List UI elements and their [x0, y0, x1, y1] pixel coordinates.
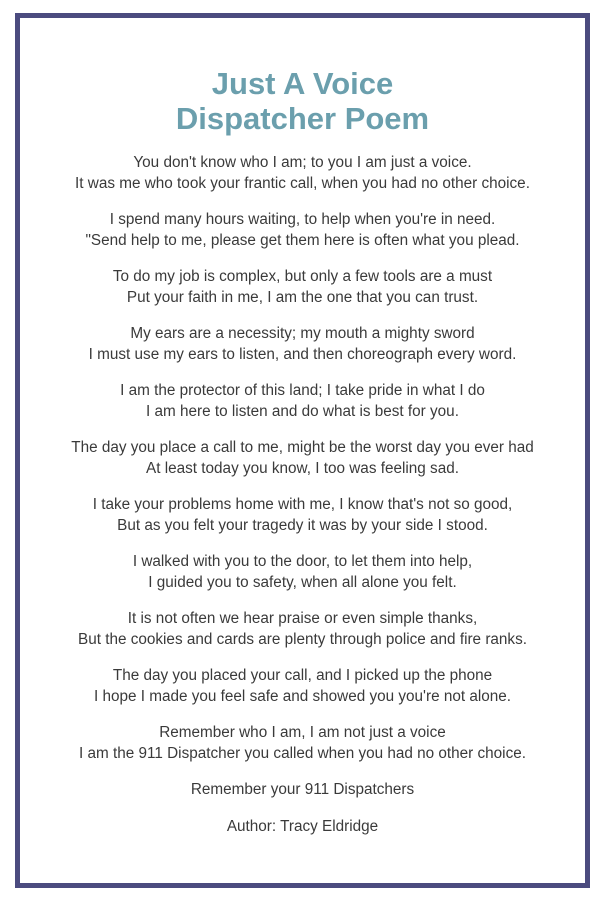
stanza: [20, 723, 585, 764]
verse-line: I walked with you to the door, to let them into help,: [132, 553, 473, 570]
verse-line: Put your faith in me, I am the one that you can trust.: [126, 288, 479, 306]
verse-line: I must use my ears to listen, and then choreograph every word.: [88, 345, 517, 363]
stanza: [20, 609, 585, 650]
stanza: [20, 210, 585, 251]
stanza: [20, 495, 585, 536]
stanza: [20, 324, 585, 365]
verse-line: To do my job is complex, but only a few tools are a must: [112, 268, 493, 285]
verse-line: I spend many hours waiting, to help when you're in need.: [109, 211, 496, 228]
verse-line: But as you felt your tragedy it was by your side I stood.: [117, 516, 488, 534]
verse-line: I guided you to safety, when all alone you felt.: [148, 573, 457, 591]
author-credit: Author: Tracy Eldridge: [226, 817, 379, 835]
poem-title: [20, 66, 585, 136]
verse-line: But the cookies and cards are plenty through police and fire ranks.: [78, 630, 527, 648]
verse-line: The day you placed your call, and I picked up the phone: [112, 667, 493, 684]
stanza: [20, 438, 585, 479]
verse-line: The day you place a call to me, might be the worst day you ever had: [71, 439, 534, 456]
poem-content: [20, 66, 585, 853]
verse-line: "Send help to me, please get them here is often what you plead.: [85, 231, 520, 249]
title-line-2: Dispatcher Poem: [175, 101, 430, 136]
verse-line: I am here to listen and do what is best for you.: [146, 402, 459, 420]
verse-line: I am the protector of this land; I take pride in what I do: [120, 382, 485, 399]
verse-line: I hope I made you feel safe and showed you you're not alone.: [93, 687, 512, 705]
stanza: [20, 153, 585, 194]
verse-line: At least today you know, I too was feeling sad.: [146, 459, 459, 477]
stanza: [20, 666, 585, 707]
poem-body: [20, 153, 585, 837]
dedication: Remember your 911 Dispatchers: [190, 781, 415, 798]
stanza: [20, 552, 585, 593]
verse-line: My ears are a necessity; my mouth a mighty sword: [130, 325, 475, 342]
verse-line: I am the 911 Dispatcher you called when you had no other choice.: [78, 744, 526, 762]
verse-line: It was me who took your frantic call, when you had no other choice.: [75, 174, 530, 192]
stanza: [20, 267, 585, 308]
stanza: [20, 381, 585, 422]
poem-card: [15, 13, 590, 888]
title-line-1: Just A Voice: [211, 66, 394, 101]
verse-line: It is not often we hear praise or even simple thanks,: [127, 610, 478, 627]
verse-line: Remember who I am, I am not just a voice: [159, 724, 446, 741]
verse-line: You don't know who I am; to you I am just a voice.: [133, 154, 472, 171]
verse-line: I take your problems home with me, I know that's not so good,: [92, 496, 513, 513]
